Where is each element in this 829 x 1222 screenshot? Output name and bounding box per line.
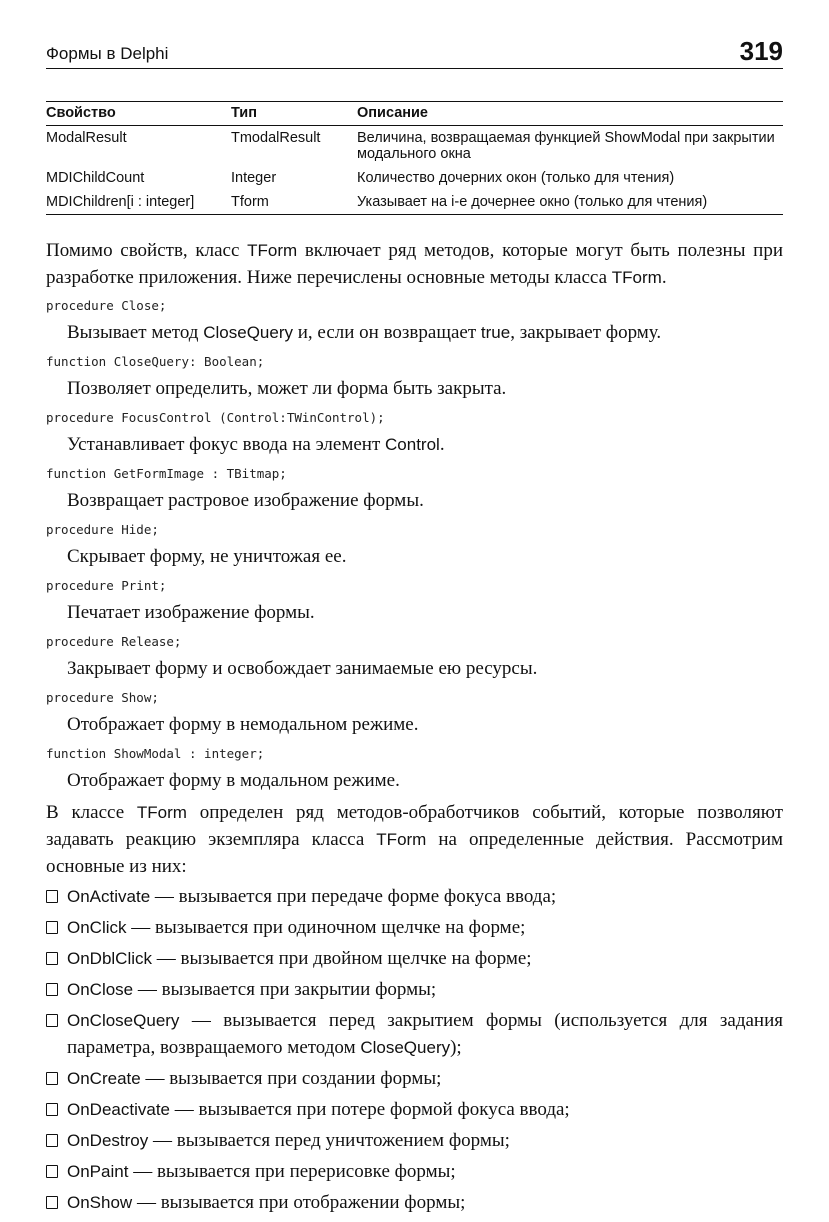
event-description: — вызывается перед уничтожением формы; [148,1130,510,1151]
text-run: на определенные действия. Рассмотрим основные из них: [46,829,784,877]
text-run: определен ряд методов-обработчиков событий, которые позволяют задавать реакцию экземпляра класса [46,802,783,850]
event-name: OnClick [67,918,127,937]
text-run: . [661,267,667,288]
checkbox-bullet-icon [46,1014,58,1027]
page-number: 319 [739,36,783,66]
method-signature: function GetFormImage : TBitmap; [46,466,287,481]
method-description: Возвращает растровое изображение формы. [67,490,424,511]
list-item [46,1127,783,1154]
event-description: — вызывается при потере формой фокуса ввода; [170,1099,570,1120]
cell-description: Количество дочерних окон (только для чтения) [357,170,675,186]
checkbox-bullet-icon [46,921,58,934]
cell-property: ModalResult [46,130,127,146]
list-item [46,945,783,972]
list-item [46,1189,783,1216]
method-signature: procedure Hide; [46,522,159,537]
event-description: — вызывается при передаче форме фокуса ввода; [150,886,557,907]
event-description: — вызывается при перерисовке формы; [128,1161,456,1182]
text-run: ); [450,1037,462,1058]
text-run: включает ряд методов, которые могут быть полезны при разработке приложения. Ниже перечислены основные методы класса [46,240,783,288]
cell-property: MDIChildren[i : integer] [46,190,231,215]
cell-description: Указывает на i-е дочернее окно (только для чтения) [357,190,783,215]
term: Control [385,435,440,454]
method-signature: procedure Print; [46,578,167,593]
text-run: В классе [46,802,137,823]
event-name: OnCreate [67,1069,141,1088]
term: true [480,323,511,342]
column-header-property: Свойство [46,102,231,126]
cell-description: Величина, возвращаемая функцией ShowModal при закрытии модального окна [357,130,775,162]
table-row [46,190,783,215]
event-name: OnActivate [67,887,151,906]
checkbox-bullet-icon [46,1134,58,1147]
checkbox-bullet-icon [46,1103,58,1116]
checkbox-bullet-icon [46,1196,58,1209]
cell-property: MDIChildCount [46,170,145,186]
method-signature: function ShowModal : integer; [46,746,265,761]
text-run: Вызывает метод [67,322,204,343]
list-item [46,883,783,910]
text-run: , закрывает форму. [510,322,662,343]
running-header [46,36,783,69]
event-description: — вызывается при одиночном щелчке на форме; [126,917,526,938]
method-signature: procedure Release; [46,634,182,649]
list-item [46,1158,783,1185]
checkbox-bullet-icon [46,1165,58,1178]
text-run: Устанавливает фокус ввода на элемент [67,434,386,455]
text-run: и, если он возвращает [293,322,481,343]
properties-table [46,101,783,215]
event-name: OnCloseQuery [67,1011,180,1030]
list-item [46,1007,783,1061]
method-description [67,431,783,459]
method-description: Печатает изображение формы. [67,602,315,623]
checkbox-bullet-icon [46,890,58,903]
intro-paragraph [46,237,783,291]
text-run: . [439,434,445,455]
list-item [46,1065,783,1092]
method-signature: function CloseQuery: Boolean; [46,354,265,369]
cell-type: Integer [231,170,277,186]
checkbox-bullet-icon [46,1072,58,1085]
table-row [46,126,783,167]
list-item [46,1096,783,1123]
event-name: OnDblClick [67,949,153,968]
method-description [67,319,783,347]
term-tform: TForm [247,241,298,260]
body-text [46,237,783,1216]
events-intro-paragraph [46,799,783,880]
term-tform: TForm [376,830,427,849]
cell-type: TmodalResult [231,130,321,146]
chapter-title: Формы в Delphi [46,44,169,63]
event-description: — вызывается при отображении формы; [132,1192,466,1213]
cell-type: Tform [231,190,357,215]
term: CloseQuery [360,1038,451,1057]
event-name: OnShow [67,1193,133,1212]
event-name: OnDeactivate [67,1100,170,1119]
book-page [46,36,783,1220]
method-signature: procedure Close; [46,298,167,313]
method-signature: procedure FocusControl (Control:TWinControl); [46,410,385,425]
event-description: — вызывается при создании формы; [140,1068,442,1089]
method-description: Скрывает форму, не уничтожая ее. [67,546,347,567]
term-tform: TForm [611,268,662,287]
list-item [46,914,783,941]
list-item [46,976,783,1003]
column-header-description: Описание [357,102,783,126]
method-description: Отображает форму в модальном режиме. [67,770,400,791]
method-description: Закрывает форму и освобождает занимаемые ею ресурсы. [67,658,538,679]
term: CloseQuery [203,323,293,342]
table-header-row [46,102,783,126]
checkbox-bullet-icon [46,983,58,996]
events-list [46,883,783,1216]
method-description: Отображает форму в немодальном режиме. [67,714,419,735]
column-header-type: Тип [231,102,357,126]
event-description: — вызывается при закрытии формы; [133,979,437,1000]
event-name: OnPaint [67,1162,129,1181]
event-name: OnClose [67,980,134,999]
text-run: Помимо свойств, класс [46,240,248,261]
event-name: OnDestroy [67,1131,149,1150]
event-description: — вызывается при двойном щелчке на форме; [152,948,532,969]
term-tform: TForm [136,803,187,822]
event-description: — вызывается перед закрытием формы (используется для задания параметра, возвращаемого методом [67,1010,783,1058]
method-description: Позволяет определить, может ли форма быть закрыта. [67,378,507,399]
method-signature: procedure Show; [46,690,159,705]
checkbox-bullet-icon [46,952,58,965]
table-row [46,166,783,190]
